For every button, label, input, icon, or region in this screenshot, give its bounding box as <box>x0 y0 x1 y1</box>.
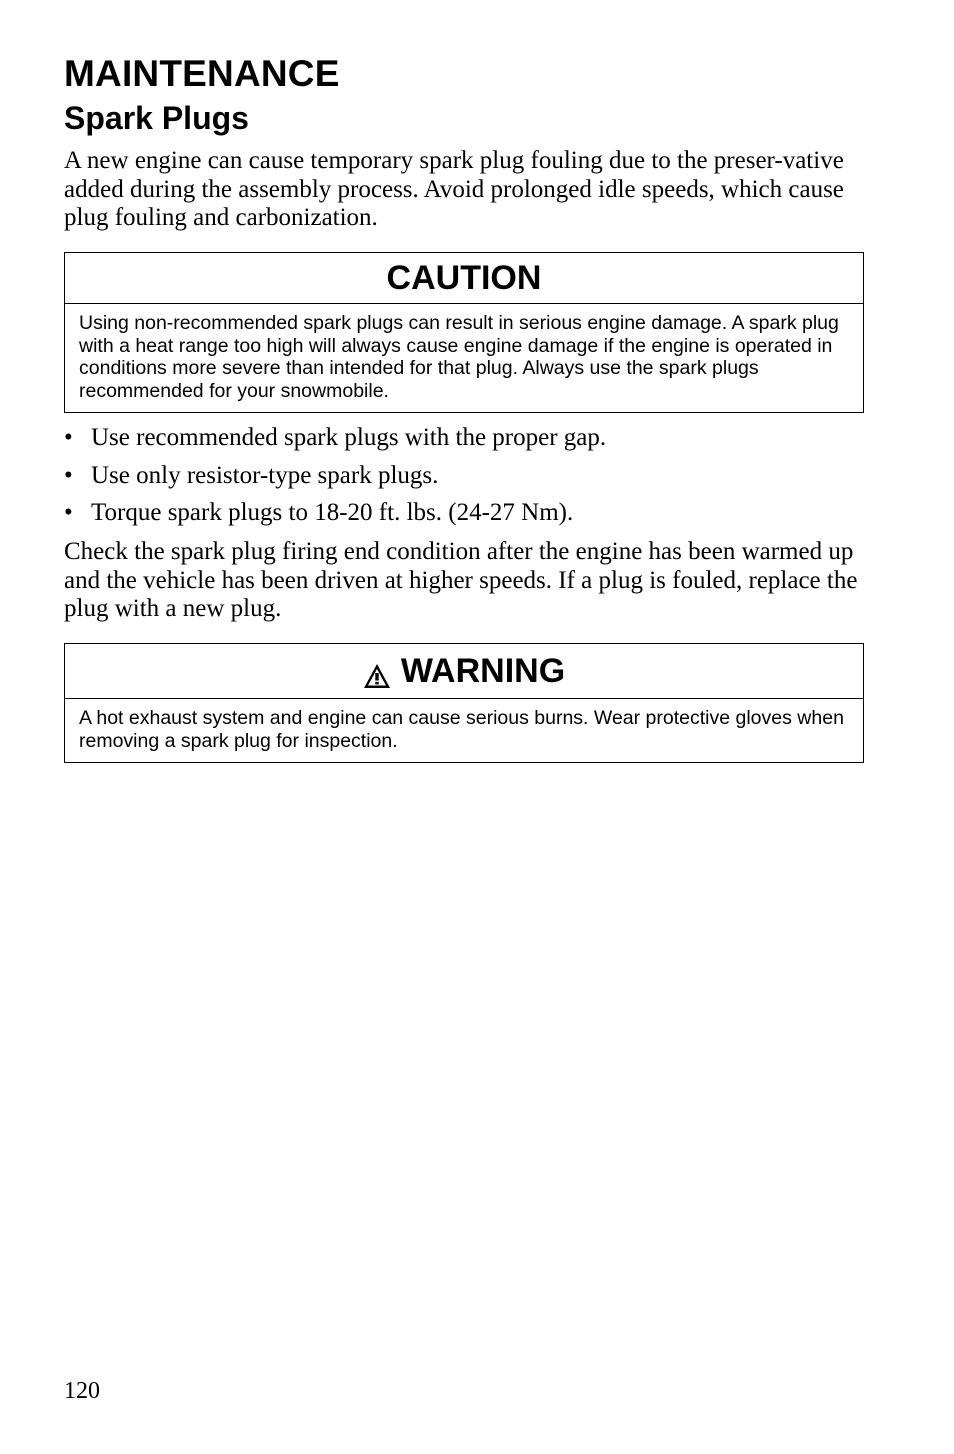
list-item <box>64 499 864 528</box>
bullet-symbol: • <box>64 424 73 451</box>
list-item <box>64 424 864 453</box>
caution-title: CAUTION <box>386 258 542 297</box>
section-title: MAINTENANCE <box>64 53 340 94</box>
caution-text: Using non-recommended spark plugs can result in serious engine damage. A spark plug with a heat range too high will always cause engine damage if the engine is operated in conditions more severe than intended for that plug. Always use the spark plugs recommended for your snowmobile. <box>79 312 839 402</box>
list-item-text: Torque spark plugs to 18-20 ft. lbs. (24-27 Nm). <box>91 499 574 526</box>
check-paragraph: Check the spark plug firing end condition after the engine has been warmed up and the vehicle has been driven at higher speeds. If a plug is fouled, replace the plug with a new plug. <box>64 538 858 622</box>
page-number: 120 <box>64 1378 100 1404</box>
list-item-text: Use only resistor-type spark plugs. <box>91 461 439 489</box>
warning-title: WARNING <box>400 651 566 690</box>
list-item-text: Use recommended spark plugs with the proper gap. <box>91 424 607 451</box>
bullet-list <box>64 424 864 537</box>
subsection-title: Spark Plugs <box>64 100 249 136</box>
caution-box <box>64 252 864 413</box>
list-item <box>64 462 864 491</box>
warning-box <box>64 643 864 763</box>
bullet-symbol: • <box>64 461 73 489</box>
warning-text: A hot exhaust system and engine can cause serious burns. Wear protective gloves when removing a spark plug for inspection. <box>79 707 844 752</box>
intro-paragraph: A new engine can cause temporary spark plug fouling due to the preser-vative added during the assembly process. Avoid prolonged idle speeds, which cause plug fouling and carbonization. <box>64 147 844 231</box>
warning-header <box>65 644 863 699</box>
caution-header <box>65 253 863 304</box>
warning-triangle-icon <box>363 659 391 685</box>
bullet-symbol: • <box>64 499 73 526</box>
